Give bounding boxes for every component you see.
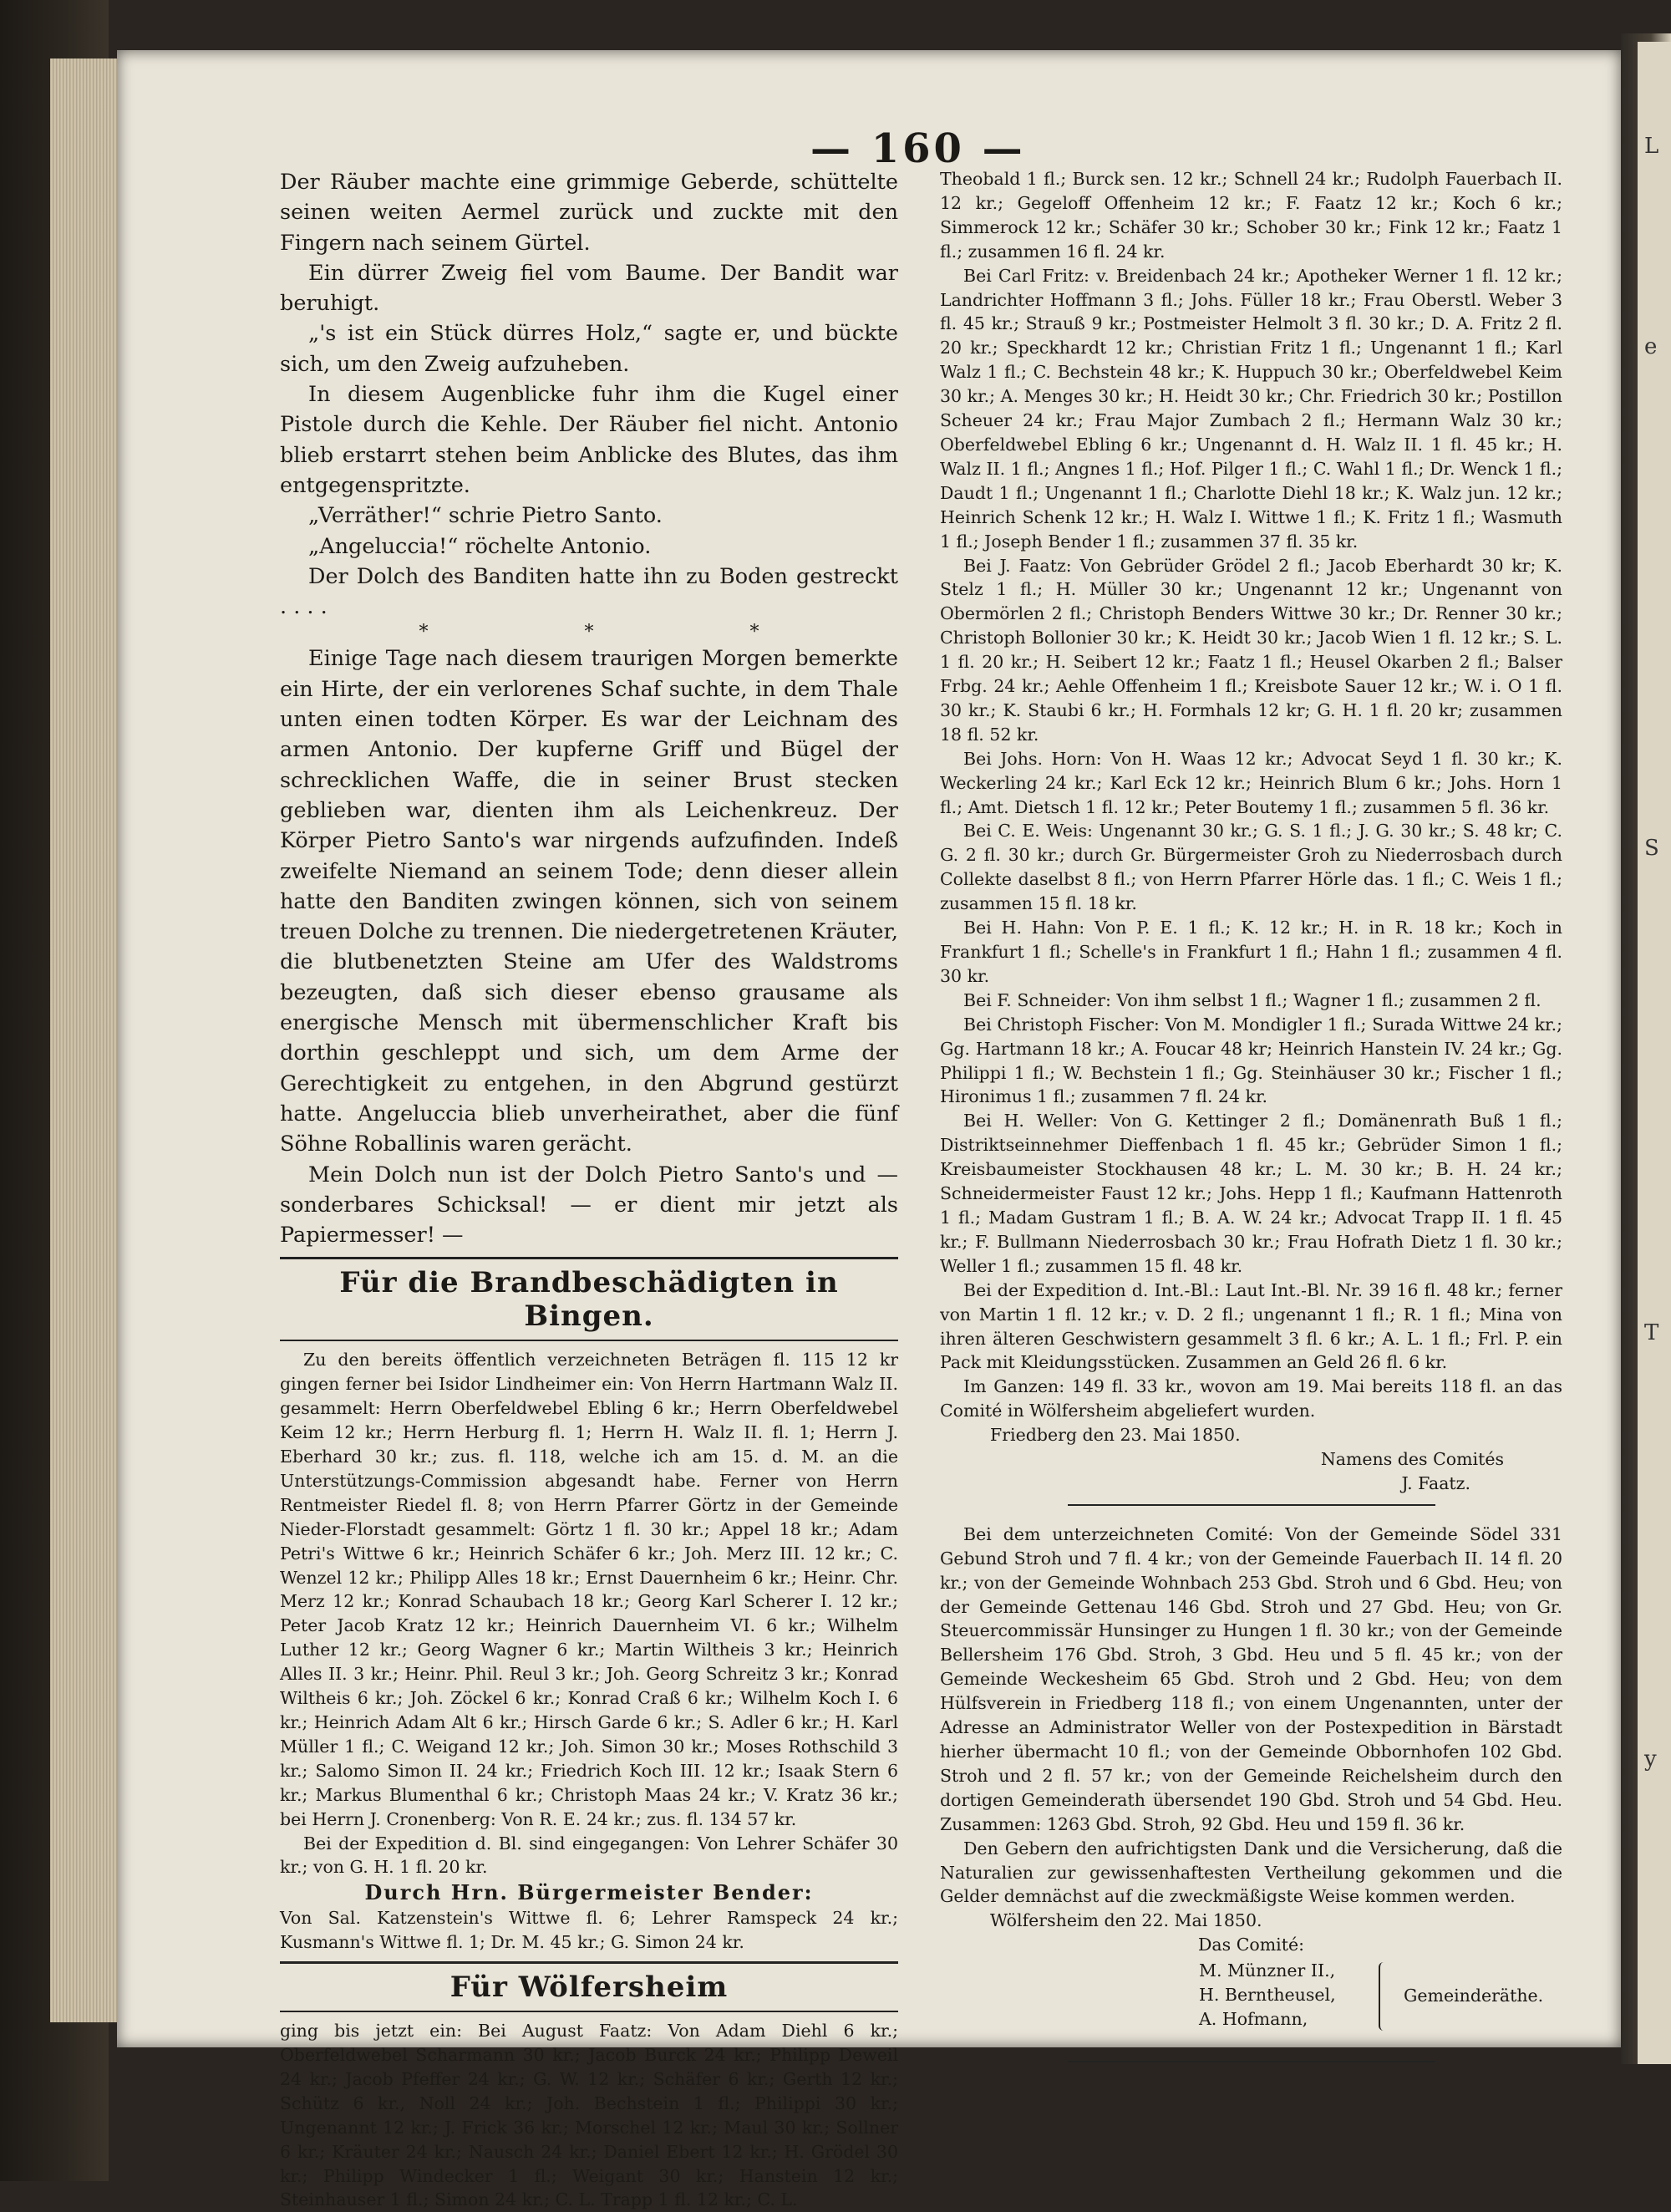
- right-column: [940, 167, 1562, 2071]
- story-paragraph: Der Dolch des Banditen hatte ihn zu Boden gestreckt . . . .: [280, 563, 898, 620]
- bingen-subheading: Durch Hrn. Bürgermeister Bender:: [364, 1880, 814, 1905]
- brace: [1379, 1962, 1389, 2031]
- dateline: Friedberg den 23. Mai 1850.: [990, 1425, 1241, 1446]
- section-divider: [1068, 1504, 1435, 1506]
- committee-label: Das Comité:: [1198, 1935, 1304, 1955]
- donation-paragraph: ging bis jetzt ein: Bei August Faatz: Von Adam Diehl 6 kr.; Oberfeldwebel Scharmann 30 kr.; Jacob Burck 24 kr.; Philipp Deweil 24 kr.; Jacob Pfeffer 24 kr.; G. W. 12 kr.; Schäfer 6 kr.; Gerth 12 kr.; Schütz 6 kr., Noll 24 kr.; Joh. Bechstein 1 fl.; Philippi 30 kr.; Ungenannt 12 kr.; J. Frick 36 kr.; Morschel 12 kr.; Maul 30 kr.; Sollner 6 kr.; Kräuter 24 kr.; Nausch 24 kr.; Daniel Ebert 12 kr.; H. Grödel 30 kr.; Philipp Windecker 1 fl.; Weigant 30 kr.; Hanstein 12 kr.; Steinhauser 1 fl.; Simon 24 kr.; C. L. Trapp 1 fl. 12 kr.; C. L.: [280, 2021, 898, 2210]
- story-paragraph: Der Räuber machte eine grimmige Geberde, schüttelte seinen weiten Aermel zurück und zuckte mit den Fingern nach seinem Gürtel.: [280, 170, 898, 256]
- next-page-glyph: L: [1644, 134, 1659, 159]
- woelfersheim-donations-left: [280, 2019, 898, 2212]
- signer-name: M. Münzner II.,: [1199, 1960, 1336, 1981]
- committee-label: Namens des Comités: [1320, 1449, 1504, 1470]
- report-paragraph: Den Gebern den aufrichtigsten Dank und die Versicherung, daß die Naturalien zur gewissenhaftesten Vertheilung gekommen und die Gelder demnächst auf die zweckmäßigste Weise kommen werden.: [940, 1838, 1562, 1907]
- bingen-heading: Für die Brandbeschädigten in Bingen.: [339, 1266, 839, 1334]
- left-column: [280, 167, 898, 2212]
- story-paragraph: „Angeluccia!“ röchelte Antonio.: [308, 533, 652, 559]
- donation-paragraph: Von Sal. Katzenstein's Wittwe fl. 6; Lehrer Ramspeck 24 kr.; Kusmann's Wittwe fl. 1; Dr. M. 45 kr.; G. Simon 24 kr.: [280, 1908, 898, 1953]
- donation-paragraph: Bei Carl Fritz: v. Breidenbach 24 kr.; Apotheker Werner 1 fl. 12 kr.; Landrichter Hoffmann 3 fl.; Johs. Füller 18 kr.; Frau Oberstl. Weber 3 fl. 45 kr.; Strauß 9 kr.; Postmeister Helmolt 3 fl. 30 kr.; D. A. Fritz 2 fl. 20 kr.; Speckhardt 12 kr.; Christian Fritz 1 fl.; Ungenannt 1 fl.; Karl Walz 1 fl.; C. Bechstein 48 kr.; K. Huppuch 30 kr.; Oberfeldwebel Keim 30 kr.; A. Menges 30 kr.; H. Heidt 30 kr.; Chr. Friedrich 30 kr.; Postillon Scheuer 24 kr.; Frau Major Zumbach 2 fl.; Hermann Walz 30 kr.; Oberfeldwebel Ebling 6 kr.; Ungenannt d. H. Walz II. 1 fl. 45 kr.; H. Walz II. 1 fl.; Angnes 1 fl.; Hof. Pilger 1 fl.; C. Wahl 1 fl.; Dr. Wenck 1 fl.; Daudt 1 fl.; Ungenannt 1 fl.; Charlotte Diehl 18 kr.; K. Walz jun. 12 kr.; Heinrich Schenk 12 kr.; H. Walz I. Wittwe 1 fl.; K. Fritz 1 fl.; Wasmuth 1 fl.; Joseph Bender 1 fl.; zusammen 37 fl. 35 kr.: [940, 265, 1562, 552]
- donation-paragraph: Bei Christoph Fischer: Von M. Mondigler 1 fl.; Surada Wittwe 24 kr.; Gg. Hartmann 18 kr.; A. Foucar 48 kr; Heinrich Hanstein IV. 24 kr.; Gg. Philippi 1 fl.; W. Bechstein 1 fl.; Gg. Steinhäuser 30 kr.; Fischer 1 fl.; Hironimus 1 fl.; zusammen 7 fl. 24 kr.: [940, 1014, 1562, 1107]
- signer-name: A. Hofmann,: [1199, 2009, 1308, 2030]
- signature-group: [940, 1959, 1562, 2052]
- story-paragraph: „'s ist ein Stück dürres Holz,“ sagte er, und bückte sich, um den Zweig aufzuheben.: [280, 321, 898, 377]
- soedel-report: [940, 1523, 1562, 2052]
- donation-paragraph: Bei C. E. Weis: Ungenannt 30 kr.; G. S. 1 fl.; J. G. 30 kr.; S. 48 kr; C. G. 2 fl. 30 kr.; durch Gr. Bürgermeister Groh zu Niederrosbach durch Collekte daselbst 8 fl.; von Herrn Pfarrer Hörle das. 1 fl.; C. Weis 1 fl.; zusammen 15 fl. 18 kr.: [940, 821, 1562, 914]
- dateline: Wölfersheim den 22. Mai 1850.: [990, 1910, 1262, 1931]
- story-text: [280, 167, 898, 1250]
- page-number: — 160 —: [810, 125, 1026, 172]
- heading-underline: [280, 2011, 898, 2012]
- donation-paragraph: Theobald 1 fl.; Burck sen. 12 kr.; Schnell 24 kr.; Rudolph Fauerbach II. 12 kr.; Gegeloff Offenheim 12 kr.; F. Faatz 12 kr.; Koch 6 kr.; Simmerock 12 kr.; Schäfer 30 kr.; Schober 30 kr.; Fink 12 kr.; Faatz 1 fl.; zusammen 16 fl. 24 kr.: [940, 169, 1562, 262]
- signer-name: H. Berntheusel,: [1199, 1985, 1336, 2006]
- section-divider: [280, 1961, 898, 1964]
- story-paragraph: Ein dürrer Zweig fiel vom Baume. Der Bandit war beruhigt.: [280, 260, 898, 317]
- section-asterisks: * * *: [419, 622, 835, 643]
- next-page-glyph: T: [1644, 1320, 1659, 1345]
- next-page-glyph: e: [1644, 334, 1658, 359]
- page-stack-edges: [50, 58, 125, 2022]
- donation-paragraph: Bei der Expedition d. Bl. sind eingegangen: Von Lehrer Schäfer 30 kr.; von G. H. 1 fl. 20 kr.: [280, 1833, 898, 1878]
- donation-paragraph: Im Ganzen: 149 fl. 33 kr., wovon am 19. Mai bereits 118 fl. an das Comité in Wölfersheim abgeliefert wurden.: [940, 1376, 1562, 1421]
- story-paragraph: „Verräther!“ schrie Pietro Santo.: [308, 503, 663, 529]
- story-paragraph: In diesem Augenblicke fuhr ihm die Kugel einer Pistole durch die Kehle. Der Räuber fiel nicht. Antonio blieb erstarrt stehen beim Anblicke des Blutes, das ihm entgegenspritzte.: [280, 382, 898, 498]
- donation-paragraph: Bei H. Hahn: Von P. E. 1 fl.; K. 12 kr.; H. in R. 18 kr.; Koch in Frankfurt 1 fl.; Schelle's in Frankfurt 1 fl.; Hahn 1 fl.; zusammen 4 fl. 30 kr.: [940, 918, 1562, 986]
- closing-divider: [1068, 2061, 1435, 2062]
- story-paragraph: Einige Tage nach diesem traurigen Morgen bemerkte ein Hirte, der ein verlorenes Schaf suchte, in dem Thale unten einen todten Körper. Es war der Leichnam des armen Antonio. Der kupferne Griff und Bügel der schrecklichen Waffe, die in seiner Brust stecken geblieben war, dienten ihm als Leichenkreuz. Der Körper Pietro Santo's war nirgends aufzufinden. Indeß zweifelte Niemand an seinem Tode; denn dieser allein hatte den Banditen zwingen können, sich von seinem treuen Dolche zu trennen. Die niedergetretenen Kräuter, die blutbenetzten Steine am Ufer des Waldstroms bezeugten, daß sich dieser ebenso grausame als energische Mensch mit übermenschlicher Kraft bis dorthin geschleppt und sich, um dem Arme der Gerechtigkeit zu entgehen, in den Abgrund gestürzt hatte. Angeluccia blieb unverheirathet, aber die fünf Söhne Roballinis waren gerächt.: [280, 646, 898, 1157]
- heading-underline: [280, 1340, 898, 1341]
- section-divider: [280, 1257, 898, 1259]
- donation-paragraph: Bei J. Faatz: Von Gebrüder Grödel 2 fl.; Jacob Eberhardt 30 kr; K. Stelz 1 fl.; H. Müller 30 kr.; Ungenannt 12 kr.; Ungenannt von Obermörlen 2 fl.; Christoph Benders Wittwe 30 kr.; Dr. Renner 30 kr.; Christoph Bollonier 30 kr.; K. Heidt 30 kr.; Jacob Wien 1 fl. 12 kr.; S. L. 1 fl. 20 kr.; H. Seibert 12 kr.; Faatz 1 fl.; Heusel Okarben 2 fl.; Balser Frbg. 24 kr.; Aehle Offenheim 1 fl.; Kreisbote Sauer 12 kr.; W. i. O 1 fl. 30 kr.; K. Staubi 6 kr.; H. Formhals 12 kr; G. H. 1 fl. 20 kr; zusammen 18 fl. 52 kr.: [940, 555, 1562, 745]
- donation-paragraph: Bei F. Schneider: Von ihm selbst 1 fl.; Wagner 1 fl.; zusammen 2 fl.: [963, 989, 1541, 1010]
- woelfersheim-heading: Für Wölfersheim: [449, 1970, 729, 2005]
- donation-paragraph: Bei H. Weller: Von G. Kettinger 2 fl.; Domänenrath Buß 1 fl.; Distriktseinnehmer Dieffenbach 1 fl. 45 kr.; Gebrüder Simon 1 fl.; Kreisbaumeister Stockhausen 48 kr.; L. M. 30 kr.; B. H. 24 kr.; Schneidermeister Faust 12 kr.; Johs. Hepp 1 fl.; Kaufmann Hattenroth 1 fl.; Madam Gustram 1 fl.; B. A. W. 24 kr.; Advocat Trapp II. 1 fl. 45 kr.; F. Bullmann Niederrosbach 30 kr.; Frau Hofrath Dietz 1 fl. 30 kr.; Weller 1 fl.; zusammen 15 fl. 48 kr.: [940, 1111, 1562, 1276]
- report-paragraph: Bei dem unterzeichneten Comité: Von der Gemeinde Södel 331 Gebund Stroh und 7 fl. 4 kr.; von der Gemeinde Fauerbach II. 14 fl. 20 kr.; von der Gemeinde Wohnbach 253 Gbd. Stroh und 6 Gbd. Heu; von der Gemeinde Gettenau 146 Gbd. Stroh und 27 Gbd. Heu; von Gr. Steuercommissär Hunsinger zu Hungen 1 fl. 30 kr.; von der Gemeinde Bellersheim 176 Gbd. Stroh, 3 Gbd. Heu und 5 fl. 45 kr.; von der Gemeinde Weckesheim 65 Gbd. Stroh und 2 Gbd. Heu; von dem Hülfsverein in Friedberg 118 fl.; von einem Ungenannten, unter der Adresse an Administrator Weller von der Postexpedition in Bärstadt hierher übermacht 10 fl.; von der Gemeinde Obbornhofen 102 Gbd. Stroh und 2 fl. 57 kr.; von der Gemeinde Reichelsheim durch den dortigen Gemeinderath übersendet 190 Gbd. Stroh und 54 Gbd. Heu. Zusammen: 1263 Gbd. Stroh, 92 Gbd. Heu und 159 fl. 36 kr.: [940, 1523, 1562, 1834]
- committee-signature: J. Faatz.: [1401, 1472, 1470, 1493]
- donation-paragraph: Zu den bereits öffentlich verzeichneten Beträgen fl. 115 12 kr gingen ferner bei Isidor Lindheimer ein: Von Herrn Hartmann Walz II. gesammelt: Herrn Oberfeldwebel Ebling 6 kr.; Herrn Oberfeldwebel Keim 12 kr.; Herrn Herburg fl. 1; Herrn H. Walz II. fl. 1; Herrn J. Eberhard 30 kr.; zus. fl. 118, welche ich am 15. d. M. an die Unterstützungs-Commission abgesandt habe. Ferner von Herrn Rentmeister Riedel fl. 8; von Herrn Pfarrer Görtz in der Gemeinde Nieder-Florstadt gesammelt: Görtz 1 fl. 30 kr.; Appel 18 kr.; Adam Petri's Wittwe 6 kr.; Heinrich Schäfer 6 kr.; Joh. Merz III. 12 kr.; C. Wenzel 12 kr.; Philipp Alles 18 kr.; Ernst Dauernheim 6 kr.; Heinr. Chr. Merz 12 kr.; Konrad Schaubach 18 kr.; Georg Karl Scherer I. 12 kr.; Peter Jacob Kratz 12 kr.; Heinrich Dauernheim VI. 6 kr.; Wilhelm Luther 12 kr.; Georg Wagner 6 kr.; Martin Wiltheis 3 kr.; Heinrich Alles II. 3 kr.; Heinr. Phil. Reul 3 kr.; Joh. Georg Schreitz 3 kr.; Konrad Wiltheis 6 kr.; Joh. Zöckel 6 kr.; Konrad Craß 6 kr.; Wilhelm Koch I. 6 kr.; Heinrich Adam Alt 6 kr.; Hirsch Garde 6 kr.; S. Adler 6 kr.; H. Karl Müller 1 fl.; C. Weigand 12 kr.; Joh. Simon 30 kr.; Moses Rothschild 3 kr.; Salomo Simon II. 24 kr.; Friedrich Koch III. 12 kr.; Isaak Stern 6 kr.; Markus Blumenthal 6 kr.; Christoph Maas 24 kr.; V. Kratz 36 kr.; bei Herrn J. Cronenberg: Von R. E. 24 kr.; zus. fl. 134 57 kr.: [280, 1350, 898, 1829]
- bingen-donations: [280, 1348, 898, 1955]
- donation-paragraph: Bei der Expedition d. Int.-Bl.: Laut Int.-Bl. Nr. 39 16 fl. 48 kr.; ferner von Martin 1 fl. 12 kr.; v. D. 2 fl.; ungenannt 1 fl.; R. 1 fl.; Mina von ihren älteren Geschwistern gesammelt 3 fl. 6 kr.; A. L. 1 fl.; Frl. P. ein Pack mit Kleidungsstücken. Zusammen an Geld 26 fl. 6 kr.: [940, 1279, 1562, 1373]
- donation-paragraph: Bei Johs. Horn: Von H. Waas 12 kr.; Advocat Seyd 1 fl. 30 kr.; K. Weckerling 24 kr.; Karl Eck 12 kr.; Heinrich Blum 6 kr.; Johs. Horn 1 fl.; Amt. Dietsch 1 fl. 12 kr.; Peter Boutemy 1 fl.; zusammen 5 fl. 36 kr.: [940, 748, 1562, 817]
- next-page-glyph: y: [1644, 1747, 1657, 1772]
- next-page-glyph: S: [1644, 836, 1659, 861]
- next-page-sliver: [1638, 42, 1671, 2064]
- council-label: Gemeinderäthe.: [1404, 1986, 1544, 2006]
- story-paragraph: Mein Dolch nun ist der Dolch Pietro Santo's und — sonderbares Schicksal! — er dient mir jetzt als Papiermesser! —: [280, 1162, 898, 1248]
- woelfersheim-donations-right: [940, 167, 1562, 1496]
